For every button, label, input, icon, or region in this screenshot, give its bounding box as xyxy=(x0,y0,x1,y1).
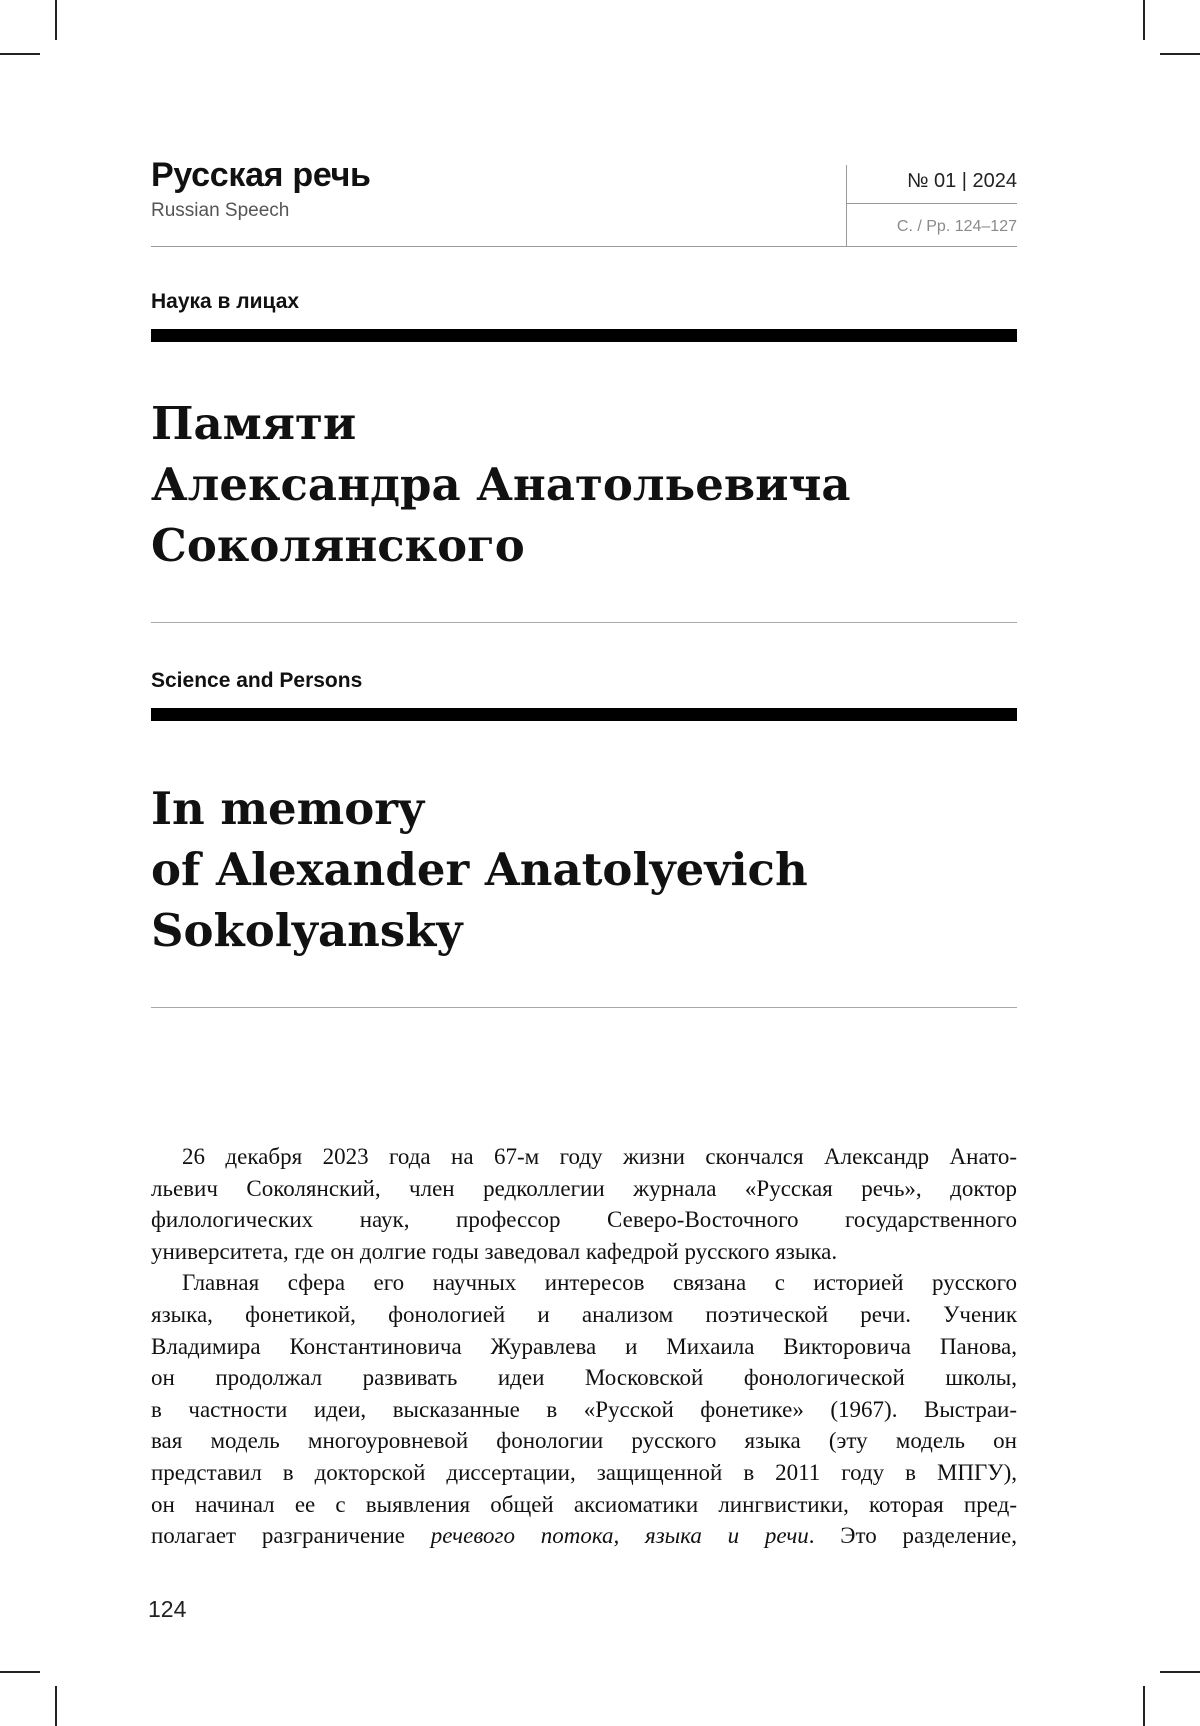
title-line: Памяти xyxy=(151,397,357,450)
title-line: Александра Анатольевича xyxy=(151,458,851,511)
article-title-en xyxy=(151,778,808,961)
paragraph-line: он начинал ее с выявления общей аксиоматики лингвистики, которая пред- xyxy=(151,1491,1017,1517)
article-title-ru xyxy=(151,393,851,576)
crop-mark-top-left-h xyxy=(0,53,40,55)
section-label-en: Science and Persons xyxy=(151,669,363,692)
title-rule-en xyxy=(151,1007,1017,1008)
header-divider xyxy=(846,165,847,247)
crop-mark-bottom-right-h xyxy=(1160,1671,1200,1673)
title-line: of Alexander Anatolyevich xyxy=(151,843,808,896)
issue-number: № 01 | 2024 xyxy=(906,170,1017,192)
crop-mark-bottom-left xyxy=(55,1686,57,1726)
title-line: In memory xyxy=(151,782,425,835)
paragraph-line: языка, фонетикой, фонологией и анализом поэтической речи. Ученик xyxy=(151,1301,1017,1327)
paragraph-line: филологических наук, профессор Северо-Восточного государственного xyxy=(151,1207,1017,1233)
header-rule xyxy=(151,246,1017,247)
article-body xyxy=(151,1141,1017,1552)
journal-title: Русская речь xyxy=(151,156,371,194)
paragraph-line: представил в докторской диссертации, защищенной в 2011 году в МПГУ), xyxy=(151,1459,1017,1485)
paragraph-line: Владимира Константиновича Журавлева и Михаила Викторовича Панова, xyxy=(151,1333,1017,1359)
crop-mark-top-right xyxy=(1143,0,1145,40)
page-number: 124 xyxy=(148,1596,187,1622)
paragraph-line: вая модель многоуровневой фонологии русского языка (эту модель он xyxy=(151,1428,1017,1454)
section-label-ru: Наука в лицах xyxy=(151,290,300,313)
title-rule-ru xyxy=(151,622,1017,623)
journal-subtitle: Russian Speech xyxy=(151,200,290,221)
paragraph-line: льевич Соколянский, член редколлегии журнала «Русская речь», доктор xyxy=(151,1175,1017,1201)
paragraph-line: он продолжал развивать идеи Московской фонологической школы, xyxy=(151,1365,1017,1391)
crop-mark-top-right-h xyxy=(1160,53,1200,55)
crop-mark-top-left xyxy=(55,0,57,40)
paragraph-line: 26 декабря 2023 года на 67-м году жизни скончался Александр Анато- xyxy=(182,1144,1017,1169)
text-segment: . Это разделение, xyxy=(808,1523,1018,1549)
italic-term: речевого потока, языка и речи xyxy=(430,1523,809,1549)
title-line: Соколянского xyxy=(151,519,525,572)
header-meta-divider xyxy=(846,203,1017,204)
paragraph-line: Главная сфера его научных интересов связана с историей русского xyxy=(182,1270,1017,1296)
title-line: Sokolyansky xyxy=(151,904,463,957)
section-rule-ru xyxy=(151,329,1017,342)
section-rule-en xyxy=(151,708,1017,721)
crop-mark-bottom-right xyxy=(1143,1686,1145,1726)
paragraph-line: университета, где он долгие годы заведовал кафедрой русского языка. xyxy=(151,1238,838,1264)
page-range: С. / Pp. 124–127 xyxy=(896,218,1017,235)
paragraph-line: в частности идеи, высказанные в «Русской фонетике» (1967). Выстраи- xyxy=(151,1396,1017,1422)
paragraph-line-last xyxy=(151,1520,1017,1552)
crop-mark-bottom-left-h xyxy=(0,1671,40,1673)
text-segment: полагает разграничение xyxy=(151,1523,431,1549)
